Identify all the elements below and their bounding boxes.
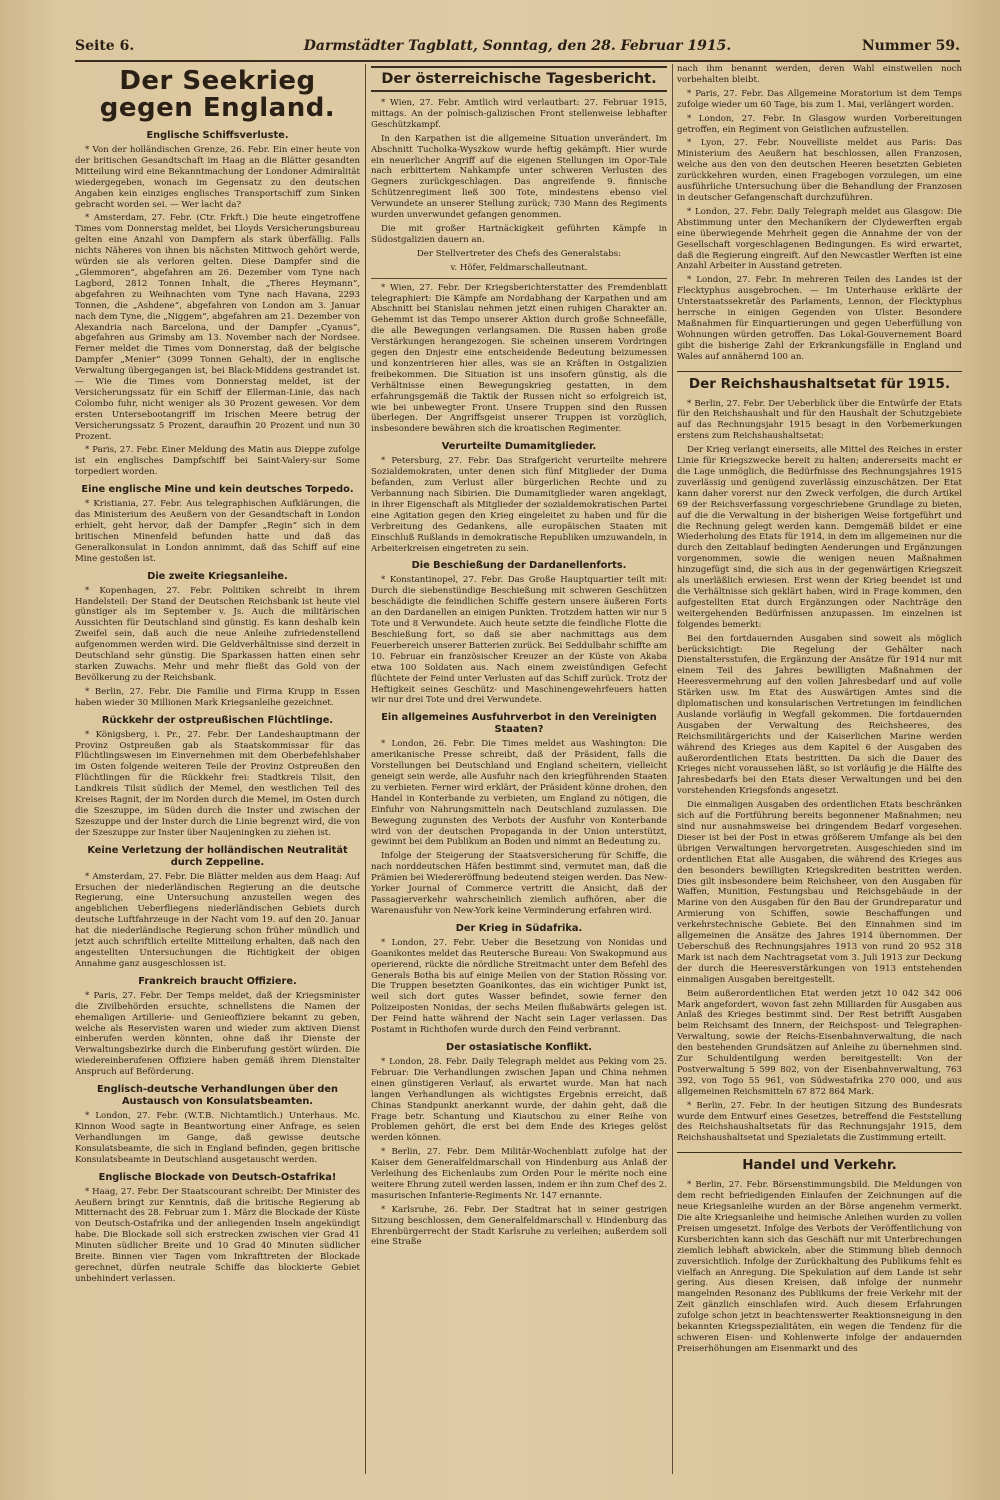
section-heading: Verurteilte Dumamitglieder. bbox=[441, 441, 597, 453]
divider bbox=[371, 278, 667, 279]
article-paragraph: * London, 27. Febr. Daily Telegraph meldet aus Glasgow: Die Abstimmung unter den Mechanikern der Clydewerften ergab eine überwiegende Mehrheit gegen die Annahme der von der Gesellschaft vorgeschlagenen Bedingungen. Es wird erwartet, daß die Regierung eingreift. Auf den Newcastler Werften ist eine Anzahl Arbeiter in Ausstand getreten. bbox=[677, 206, 962, 272]
section-heading: Rückkehr der ostpreußischen Flüchtlinge. bbox=[101, 714, 334, 726]
war-correspondent-report bbox=[371, 283, 667, 436]
section-heading: Die zweite Kriegsanleihe. bbox=[147, 570, 288, 582]
article-paragraph: * Wien, 27. Febr. Der Kriegsberichterstatter des Fremdenblatt telegraphiert: Die Kämpfe am Nordabhang der Karpathen und am Abschnitt bei Stanislau nehmen jetzt einen ruhigen Charakter an. Gehemmt ist das Tempo unserer Aktion durch große Schneefälle, die alle Bewegungen verlangsamen. Die Russen haben große Verstärkungen herangezogen. Sie scheinen unserem Vordringen gegen den Dnjestr eine entscheidende Bedeutung beizumessen und konzentrieren hier alles, was sie an Kräften in Ostgalizien freibekommen. Die Situation ist uns insofern günstig, als die Verhältnisse einen Bewegungskrieg gestatten, in dem erfahrungsgemäß die Taktik der Russen nicht so erfolgreich ist, wie bei unbewegter Front. Unsere Truppen sind den Russen überlegen. Der Angriffsgeist unserer Truppen ist vorzüglich, insbesondere bewähren sich die kroatischen Regimenter. bbox=[371, 282, 667, 435]
article-paragraph: nach ihm benannt werden, deren Wahl einstweilen noch vorbehalten bleibt. bbox=[677, 64, 962, 85]
column-divider bbox=[365, 64, 366, 1474]
signature-line: Der Stellvertreter des Chefs des Generalstabs: bbox=[416, 248, 622, 259]
article-paragraph: * London, 26. Febr. Die Times meldet aus Washington: Die amerikanische Presse schreibt, daß der Präsident, falls die Vorstellungen bei Deutschland und England scheitern, vielleicht geneigt sein werde, alle Ausfuhr nach den kriegführenden Staaten zu verbieten. Ferner wird erklärt, der Präsident könne drohen, den Handel in Konterbande zu verbieten, um England zu nötigen, die Einfuhr von Nahrungsmitteln nach Deutschland zuzulassen. Die Bewegung zugunsten des Verbots der Ausfuhr von Konterbande wird von der deutschen Propaganda in der Union unterstützt, gewinnt bei dem Publikum an Boden und nimmt an Bedeutung zu. bbox=[371, 739, 667, 848]
section-heading: Frankreich braucht Offiziere. bbox=[138, 975, 297, 987]
article-paragraph: * Karlsruhe, 26. Febr. Der Stadtrat hat in seiner gestrigen Sitzung beschlossen, dem Generalfeldmarschall v. Hindenburg das Ehrenbürgerrecht der Stadt Karlsruhe zu verleihen; außerdem soll eine Straße bbox=[371, 1204, 667, 1248]
article-paragraph: * Berlin, 27. Febr. Der Ueberblick über die Entwürfe der Etats für den Reichshaushalt und für den Haushalt der Schutzgebiete auf das Rechnungsjahr 1915 besagt in den Vorbemerkungen erstens zum Reichshaushaltsetat: bbox=[677, 398, 962, 442]
article-paragraph: Die einmaligen Ausgaben des ordentlichen Etats beschränken sich auf die Fortführung bereits begonnener Maßnahmen; neu sind nur ausnahmsweise bei dringendem Bedarf vorgesehen. Dieser ist bei der Post in etwas größerem Umfange als bei den übrigen Verwaltungen hervorgetreten. Ausgeschieden sind im ordentlichen Etat alle Ausgaben, die während des Krieges aus den besonders bewilligten Kriegskrediten bestritten werden. Dies gilt insbesondere beim Reichsheer, von den Ausgaben für Waffen, Munition, Festungsbau und Reichsgebäude in der Marine von den Ausgaben für den Bau der Grundreparatur und Armierung von Schiffen, sowie Beschaffungen und verkehrstechnische Gebiete. Bei den Einnahmen sind im allgemeinen die Ansätze des Jahres 1914 übernommen. Der Ueberschuß des Rechnungsjahres 1913 von rund 20 952 318 Mark ist nach dem Nachtragsetat vom 3. Juli 1913 zur Deckung der durch die Heeresverstärkungen von 1913 entstehenden einmaligen Ausgaben bereitgestellt. bbox=[677, 800, 962, 985]
austrian-report-body bbox=[371, 98, 667, 246]
section-heading: Englische Schiffsverluste. bbox=[146, 130, 289, 141]
article-paragraph: * Wien, 27. Febr. Amtlich wird verlautbart: 27. Februar 1915, mittags. An der polnisch-galizischen Front stellenweise lebhafter Geschützkampf. bbox=[371, 98, 667, 130]
page-number: Seite 6. bbox=[75, 38, 135, 54]
article-paragraph: In den Karpathen ist die allgemeine Situation unverändert. Im Abschnitt Tucholka-Wyszkow wurde heftig gekämpft. Hier wurde ein neuerlicher Angriff auf die eigenen Stellungen im Opor-Tale nach erbittertem Nahkampfe unter schweren Verlusten des Gegners zurückgeschlagen. Das angreifende 9. finnische Schützenregiment ließ 300 Tote, mindestens ebenso viel Verwundete an unserer Stellung zurück; 730 Mann des Regiments wurden unverwundet gefangen genommen. bbox=[371, 133, 667, 221]
section-heading: Der ostasiatische Konflikt. bbox=[445, 1041, 593, 1053]
short-news bbox=[677, 64, 962, 363]
article-paragraph: * Petersburg, 27. Febr. Das Strafgericht verurteilte mehrere Sozialdemokraten, unter denen sich fünf Mitglieder der Duma befanden, zum Verlust aller bürgerlichen Rechte und zu Verbannung nach Sibirien. Die Dumamitglieder waren angeklagt, in ihrer Eigenschaft als Mitglieder der sozialdemokratischen Partei eine Agitation gegen den Krieg eingeleitet zu haben und für die Verbreitung des Gedankens, alle europäischen Staaten mit Einschluß Rußlands in demokratische Republiken umzuwandeln, in Arbeiterkreisen eingetreten zu sein. bbox=[371, 456, 667, 554]
section-heading: Englisch-deutsche Verhandlungen über den Austausch von Konsulatsbeamten. bbox=[96, 1084, 338, 1108]
section-heading: Englische Blockade von Deutsch-Ostafrika! bbox=[98, 1171, 337, 1183]
article-paragraph: * Berlin, 27. Febr. In der heutigen Sitzung des Bundesrats wurde dem Entwurf eines Gesetzes, betreffend die Feststellung des Reichshaushaltsetats für das Rechnungsjahr 1915, dem Reichshaushaltsetat und Spezialetats die Zustimmung erteilt. bbox=[677, 1100, 962, 1144]
article-paragraph: * Von der holländischen Grenze, 26. Febr. Ein einer heute von der britischen Gesandtschaft im Haag an die Blätter gesandten Mitteilung wird eine Bekanntmachung der Londoner Admiralität wiedergegeben, wonach im Gegensatz zu den deutschen Angaben kein einziges englisches Transportschiff zum Sinken gebracht worden sei. — Wer lacht da? bbox=[75, 145, 360, 210]
column-1 bbox=[75, 64, 360, 1474]
trade-headline: Handel und Verkehr. bbox=[677, 1152, 962, 1174]
column-divider bbox=[672, 64, 673, 1474]
section-heading: Eine englische Mine und kein deutsches Torpedo. bbox=[81, 484, 354, 496]
article-paragraph: * London, 27. Febr. (W.T.B. Nichtamtlich.) Unterhaus. Mc. Kinnon Wood sagte in Beantwortung einer Anfrage, es seien Verhandlungen im Gange, daß gewisse deutsche Konsulatsbeamte, die sich in England befinden, gegen britische Konsulatsbeamte in Deutschland ausgetauscht werden. bbox=[75, 1111, 360, 1165]
article-paragraph: * Berlin, 27. Febr. Dem Militär-Wochenblatt zufolge hat der Kaiser dem Generalfeldmarschall von Hindenburg aus Anlaß der Verleihung des Eichenlaubs zum Orden Pour le mérite noch eine weitere Ehrung zuteil werden lassen, indem er ihn zum Chef des 2. masurischen Infanterie-Regiments Nr. 147 ernannte. bbox=[371, 1147, 667, 1201]
article-paragraph: * Paris, 27. Febr. Der Temps meldet, daß der Kriegsminister die Zivilbehörden ersuchte, schnellstens die Namen der ehemaligen Artillerie- und Genieoffiziere bekannt zu geben, welche als Reservisten waren und wieder zum aktiven Dienst einberufen werden könnten, ohne daß ihr Dienste der Verwaltungsbezirke durch die Einberufung gestört würden. Die wiedereinberufenen Offiziere haben gemäß ihrem Dienstalter Anspruch auf Beförderung. bbox=[75, 990, 360, 1078]
article-paragraph: * Kristiania, 27. Febr. Aus telegraphischen Aufklärungen, die das Ministerium des Aeußern von der Gesandtschaft in London erhielt, geht hervor, daß der Dampfer „Regin“ sich in dem britischen Minenfeld befunden hatte und daß das Generalkonsulat in London annimmt, daß das Schiff auf eine Mine gestoßen ist. bbox=[75, 499, 360, 564]
article-paragraph: Beim außerordentlichen Etat werden jetzt 10 042 342 006 Mark angefordert, wovon fast zehn Milliarden für Ausgaben aus Anlaß des Krieges bestimmt sind. Der Rest betrifft Ausgaben beim Reichsamt des Innern, der Reichspost- und Telegraphen-Verwaltung, sowie der Reichs-Eisenbahnverwaltung, die nach den bestehenden Grundsätzen auf Anleihe zu übernehmen sind. Zur Schuldentilgung werden bereitgestellt: Von der Postverwaltung 5 599 802, von der Eisenbahnverwaltung, 763 392, von Togo 55 961, von Südwestafrika 270 000, und aus allgemeinen Reichsmitteln 67 872 864 Mark. bbox=[677, 988, 962, 1097]
article-paragraph: * London, 28. Febr. Daily Telegraph meldet aus Peking vom 25. Februar: Die Verhandlungen zwischen Japan und China nehmen einen günstigeren Verlauf, als erwartet wurde. Man hat nach langen Verhandlungen als wichtigstes Ergebnis erreicht, daß Chinas Standpunkt anerkannt wurde, der dahin geht, daß die Frage betr. Schantung und Kiautschou zu einer Reihe von Problemen gehört, die erst bei dem Ende des Krieges gelöst werden können. bbox=[371, 1056, 667, 1144]
budget-headline: Der Reichshaushaltsetat für 1915. bbox=[677, 371, 962, 393]
article-paragraph: * Haag, 27. Febr. Der Staatscourant schreibt: Der Minister des Aeußern bringt zur Kenntnis, daß die britische Regierung ab Mitternacht des 28. Februar zum 1. März die Blockade der Küste von Deutsch-Ostafrika und der anliegenden Inseln angekündigt habe. Die Blockade soll sich erstrecken zwischen vier Grad 41 Minuten südlicher Breite und 10 Grad 40 Minuten südlicher Breite. Binnen vier Tagen vom Inkrafttreten der Blockade gerechnet, dürfen neutrale Schiffe das blockierte Gebiet unbehindert verlassen. bbox=[75, 1186, 360, 1284]
article-paragraph: * Königsberg, i. Pr., 27. Febr. Der Landeshauptmann der Provinz Ostpreußen gab als Staatskommissar für das Flüchtlingswesen im Einvernehmen mit dem Oberbefehlshaber im Osten folgende weiteren Teile der Provinz Ostpreußen den Flüchtlingen für die Rückkehr frei: Stadtkreis Tilsit, den Landkreis Tilsit südlich der Memel, den westlichen Teil des Kreises Ragnit, der im Norden durch die Memel, im Osten durch die Szeszuppe, im Süden durch die Inster und zwischen der Szeszuppe und der Inster durch die Linie begrenzt wird, die von der Szeszuppe zur Inster über Naujeningken zu ziehen ist. bbox=[75, 729, 360, 838]
article-paragraph: * Lyon, 27. Febr. Nouvelliste meldet aus Paris: Das Ministerium des Aeußern hat beschlossen, allen Franzosen, welche aus den von den deutschen Heeren besetzten Gebieten zurückkehren wurden, einen Fragebogen vorzulegen, um eine ausführliche Untersuchung über die Behandlung der Franzosen in deutscher Gefangenschaft durchzuführen. bbox=[677, 138, 962, 203]
col2-sections bbox=[371, 441, 667, 1248]
col1-sections bbox=[75, 130, 360, 1285]
signature-name: v. Höfer, Feldmarschalleutnant. bbox=[450, 262, 588, 273]
section-heading: Die Beschießung der Dardanellenforts. bbox=[411, 560, 627, 572]
article-paragraph: Infolge der Steigerung der Staatsversicherung für Schiffe, die nach norddeutschen Häfen bestimmt sind, vermutet man, daß die Prämien bei Wiedereröffnung bedeutend steigen werden. Das New-Yorker Journal of Commerce vertritt die Ansicht, daß der Passagierverkehr wahrscheinlich ziemlich aufhören, aber die Warenausfuhr von New-York keine Verminderung erfahren wird. bbox=[371, 851, 667, 916]
issue-number: Nummer 59. bbox=[861, 38, 960, 54]
page-header bbox=[75, 34, 960, 62]
article-paragraph: * London, 27. Febr. Ueber die Besetzung von Nonidas und Goanikontes meldet das Reutersche Bureau: Von Swakopmund aus operierend, rückte die nördliche Streitmacht unter dem Befehl des Generals Botha bis auf einige Meilen von der Station Rössing vor. Die Truppen besetzten Goanikontes, das ein wichtiger Punkt ist, weil sich dort gutes Wasser befindet, sowie ferner den Polizeiposten Nonidas, der sechs Meilen flußabwärts gelegen ist. Der Feind hatte während der Nacht sein Lager verlassen. Das Postamt in Richthofen wurde durch den Feind verbrannt. bbox=[371, 937, 667, 1036]
column-2 bbox=[371, 64, 667, 1474]
article-paragraph: * Berlin, 27. Febr. Börsenstimmungsbild. Die Meldungen von dem recht befriedigenden Einlaufen der Zeichnungen auf die neue Kriegsanleihe wurden an der Börse angenehm vermerkt. Die alte Kriegsanleihe und heimische Anleihen wurden zu vollen Preisen umgesetzt. Infolge des Verbots der Veröffentlichung von Kursberichten kann sich das Geschäft nur mit Unterbrechungen ziemlich lebhaft abwickeln, aber die Stimmung blieb dennoch zuversichtlich. Infolge der Zurückhaltung des Publikums fehlt es vielfach an Anregung. Die Spekulation auf dem Lande ist sehr gering. Aus diesen Kreisen, daß infolge der nunmehr mangelnden Resonanz des Publikums der freie Verkehr mit der Zeit gänzlich einschlafen wird. Auch diesem Erfahrungen zufolge schon jetzt in beachtenswerter Reaktionsneigung in den bekannten Kriegsspezialitäten, ein wegen die Tendenz für die schweren Eisen- und Kohlenwerte infolge der andauernden Preiserhöhungen am Eisenmarkt und des bbox=[677, 1180, 962, 1354]
article-paragraph: * London, 27. Febr. In Glasgow wurden Vorbereitungen getroffen, ein Regiment von Geistlichen aufzustellen. bbox=[677, 113, 962, 135]
article-paragraph: Bei den fortdauernden Ausgaben sind soweit als möglich berücksichtigt: Die Regelung der Gehälter nach Dienstaltersstufen, die Ergänzung der Ansätze für 1914 nur mit einem Teil des Jahres bewilligten Maßnahmen der Heeresvermehrung auf den vollen Jahresbedarf und auf volle Stärken usw. Im Etat des Auswärtigen Amtes sind die diplomatischen und konsularischen Vertretungen im feindlichen Auslande vorläufig in Wegfall gekommen. Die fortdauernden Ausgaben der Verwaltung des Reichsheeres, des Reichsmilitärgerichts und der Kaiserlichen Marine werden während des Krieges aus dem Kapitel 6 der Ausgaben des außerordentlichen Etats bestritten. Da sich die Dauer des Krieges nicht voraussehen läßt, so ist vorläufig je die Hälfte des Jahresbedarfs bei den Etats dieser Verwaltungen und bei den vorstehenden Kriegsfonds angesetzt. bbox=[677, 633, 962, 797]
article-paragraph: * Amsterdam, 27. Febr. (Ctr. Frkft.) Die heute eingetroffene Times vom Donnerstag meldet, bei Lloyds Versicherungsbureau gelten eine Anzahl von Dampfern als stark überfällig. Falls nichts Näheres von ihnen bis nächsten Mittwoch gehört werde, würden sie als verloren gelten. Diese Dampfer sind die „Glemmoren“, abgefahren am 26. Dezember vom Tyne nach Lagbord, 2812 Tonnen Inhalt, die „Theres Heymann“, abgefahren zu Weihnachten vom Tyne nach Havana, 2293 Tonnen, die „Ashdene“, abgefahren von London am 3. Januar nach dem Tyne, die „Niggem“, abgefahren am 21. Dezember von Alexandria nach Barcelona, und der Dampfer „Cyanus“, abgefahren aus Grimsby am 13. November nach der Nordsee. Ferner meldet die Times vom Donnerstag, daß der belgische Dampfer „Menier“ (3099 Tonnen Gehalt), der in englische Verwaltung übergegangen ist, bei Black-Middens gestrandet ist. — Wie die Times vom Donnerstag meldet, ist der Versicherungssatz für ein Schiff der Ellerman-Linie, das nach Colombo fuhr, nicht weniger als 30 Prozent gewesen. Vor dem ersten Untersebootangriff im Irischen Meere betrug der Versicherungssatz 5 Prozent, daraufhin 20 Prozent und nun 30 Prozent. bbox=[75, 213, 360, 442]
article-paragraph: * Paris, 27. Febr. Einer Meldung des Matin aus Dieppe zufolge ist ein englisches Dampfschiff bei Saint-Valery-sur Some torpediert worden. bbox=[75, 445, 360, 478]
article-paragraph: * London, 27. Febr. In mehreren Teilen des Landes ist der Flecktyphus ausgebrochen. — Im Unterhause erklärte der Unterstaatssekretär des Parlaments, Lennon, der Flecktyphus herrsche in einigen Gegenden von Ulster. Besondere Maßnahmen für Einquartierungen und gegen Ueberfüllung von Wohnungen würden getroffen. Das Lokal-Gouvernement Board gibt die bisherige Zahl der Erkrankungsfälle in England und Wales auf annähernd 100 an. bbox=[677, 275, 962, 362]
article-paragraph: * Amsterdam, 27. Febr. Die Blätter melden aus dem Haag: Auf Ersuchen der niederländischen Regierung an die deutsche Regierung, eine Untersuchung anzustellen wegen des angeblichen Ueberfliegens niederländischen Gebiets durch deutsche Luftfahrzeuge in der Nacht vom 19. auf den 20. Januar hat die niederländische Regierung schon früher mündlich und jetzt auch schriftlich erteilte Mitteilung erhalten, daß nach den angestellten Untersuchungen die Richtigkeit der obigen Annahme ganz ausgeschlossen ist. bbox=[75, 871, 360, 969]
article-paragraph: * Konstantinopel, 27. Febr. Das Große Hauptquartier teilt mit: Durch die siebenstündige Beschießung mit schweren Geschützen beschädigte die feindlichen Schiffe gestern unsere äußeren Forts an den Dardanellen an einigen Punkten. Trotzdem hatten wir nur 5 Tote und 8 Verwundete. Auch heute setzte die feindliche Flotte die Beschießung fort, so daß sie aber nachmittags aus dem Feuerbereich unserer Batterien zurück. Bei Seddulbahr schiffte am 10. Februar ein französischer Kreuzer an der Küste von Akaba etwa 100 Soldaten aus. Nach einem zweistündigen Gefecht flüchtete der Feind unter Verlusten auf das Schiff zurück. Trotz der Heftigkeit seines Geschütz- und Maschinengewehrfeuers hatten wir nur drei Tote und drei Verwundete. bbox=[371, 575, 667, 706]
article-paragraph: Der Krieg verlangt einerseits, alle Mittel des Reiches in erster Linie für Kriegszwecke bereit zu halten; andererseits macht er die Lage unmöglich, die Bedürfnisse des Rechnungsjahres 1915 zuverlässig und genügend zuverlässig einzuschätzen. Der Etat kann daher vorerst nur den Zweck verfolgen, die durch Artikel 69 der Reichsverfassung vorgeschriebene Grundlage zu bieten, auf die die Verwaltung in der bisherigen Weise fortgeführt und die Rechnung gelegt werden kann. Demgemäß bildet er eine Wiederholung des Etats für 1914, in dem im allgemeinen nur die durch den Zeitablauf bedingten Aenderungen und Ergänzungen vorgenommen, sowie die wenigen neuen Maßnahmen hinzugefügt sind, die sich aus in der gegenwärtigen Kriegszeit als unerläßlich erwiesen. Erst wenn der Krieg beendet ist und die Verhältnisse sich geklärt haben, wird in Frage kommen, den aufgestellten Etat durch Ergänzungen oder Nachträge den weitergehenden Bedürfnissen anzupassen. Im einzelnen ist folgendes bemerkt: bbox=[677, 445, 962, 630]
austrian-report-headline: Der österreichische Tagesbericht. bbox=[371, 66, 667, 92]
section-heading: Ein allgemeines Ausfuhrverbot in den Vereinigten Staaten? bbox=[381, 712, 657, 736]
trade-article bbox=[677, 1180, 962, 1355]
article-paragraph: Die mit großer Hartnäckigkeit geführten Kämpfe in Südostgalizien dauern an. bbox=[371, 223, 667, 245]
section-heading: Keine Verletzung der holländischen Neutralität durch Zeppeline. bbox=[87, 844, 348, 868]
main-headline: Der Seekrieg gegen England. bbox=[99, 66, 336, 123]
budget-article bbox=[677, 399, 962, 1145]
column-3 bbox=[677, 64, 962, 1474]
section-heading: Der Krieg in Südafrika. bbox=[455, 922, 583, 934]
article-paragraph: * Paris, 27. Febr. Das Allgemeine Moratorium ist dem Temps zufolge wieder um 60 Tage, bis zum 1. Mai, verlängert worden. bbox=[677, 88, 962, 110]
article-paragraph: * Berlin, 27. Febr. Die Familie und Firma Krupp in Essen haben wieder 30 Millionen Mark Kriegsanleihe gezeichnet. bbox=[75, 686, 360, 708]
masthead-line: Darmstädter Tagblatt, Sonntag, den 28. Februar 1915. bbox=[303, 38, 732, 54]
article-paragraph: * Kopenhagen, 27. Febr. Politiken schreibt in ihrem Handelsteil: Der Stand der Deutschen Reichsbank ist heute viel günstiger als im September v. Js. Auch die militärischen Aussichten für Deutschland sind günstig. Es kann deshalb kein Zweifel sein, daß auch die neue Anleihe zufriedenstellend aufgenommen werden wird. Die Geldverhältnisse sind derzeit in Deutschland sehr günstig. Die Sparkassen hatten einen sehr starken Zuwachs. Mehr und mehr fließt das Gold von der Bevölkerung zu der Reichsbank. bbox=[75, 585, 360, 683]
